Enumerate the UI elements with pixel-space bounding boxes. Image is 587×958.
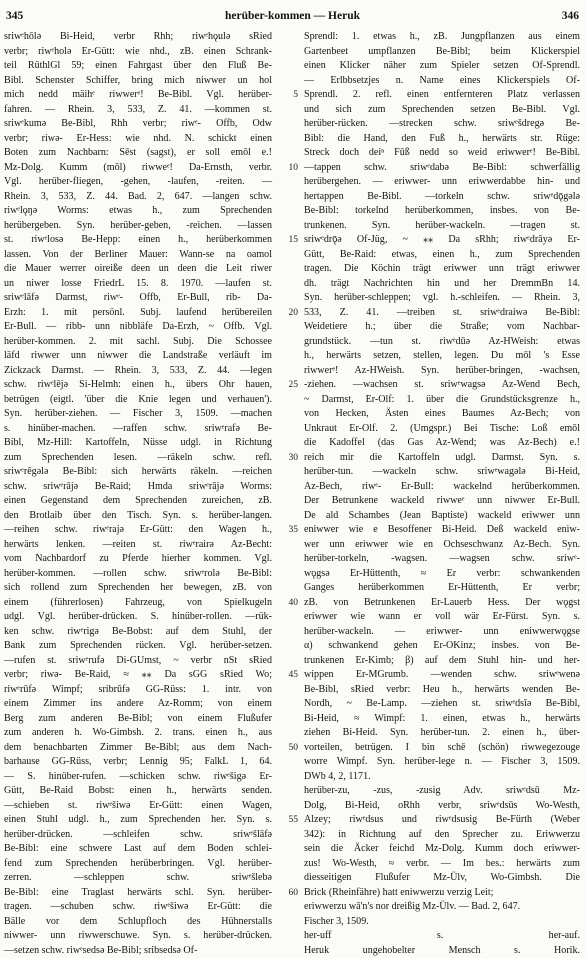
text-line: Bälle vor dem Schlupfloch des Hühnerstalls <box>4 915 272 930</box>
text-line: ~ Darmst, Er-Olf: 1. über die Grundstücksgrenze h., <box>304 393 580 408</box>
line-number: 55 <box>289 813 299 828</box>
text-line: Nordh, ~ Be-Lamp. —ziehen st. sriwᵉdsīə Be-Bibl, <box>304 697 580 712</box>
text-line: Bibl, Mz-Hill: Kartoffeln, Nüsse udgl. in Richtung <box>4 436 272 451</box>
text-line: sriwᵉkumə Be-Bibl, Rhh verbr; riwᵉ- Offb, Odw <box>4 117 272 132</box>
text-line: dem benachbarten Zimmer Be-Bibl; aus dem Nach- <box>4 741 272 756</box>
text-line: zerren. —schleppen schw. sriwᵉšlebə <box>4 871 272 886</box>
text-line: Weidetiere h.; über die Straße; vom Nachbar- <box>304 320 580 335</box>
text-line: Ganges herüberkommen Er-Hüttenth, Er verbr; <box>304 581 580 596</box>
text-line: h., herwärts setzen, stellen, legen. Du mōl 's Esse <box>304 349 580 364</box>
text-line: herüber-wackeln. — eriwwer- unn eniwwerwǫgse <box>304 625 580 640</box>
text-line: tragen. —schuben schw. riwᵉšiwə Er-Gütt: die <box>4 900 272 915</box>
text-line: herüber-kommen. 2. mit sachl. Subj. Die Schossee <box>4 335 272 350</box>
text-line: Gartenbeet umpflanzen Be-Bibl; beim Klickerspiel <box>304 45 580 60</box>
text-line: DWb 4, 2, 1171. <box>304 770 580 785</box>
text-line: herüber-zu, -zus, -zusig Adv. sriwᵉdsū Mz- <box>304 784 580 799</box>
text-line: Gütt, Be-Raid: etwas, einen h., zum Sprechenden <box>304 248 580 263</box>
text-line: riwwerᵉ! Az-HWeish. Syn. herüber-bringen, -wachsen, <box>304 364 580 379</box>
text-line: die Kadoffel (das Gas Az-Wend; was Az-Bech) e.! <box>304 436 580 451</box>
text-line: Erzh: 1. mit persönl. Subj. laufend herübereilen <box>4 306 272 321</box>
line-number: 10 <box>289 161 299 176</box>
text-line: sriwᵉhōlə Bi-Heid, verbr Rhh; riwᵉhǫulə sRied <box>4 30 272 45</box>
text-line: Er-Bull. — ribb- unn nibbläfe Da-Erzh, ~ Offb. Vgl. <box>4 320 272 335</box>
page-header <box>6 10 579 26</box>
text-line: Be-Bibl, sRied verbr: Heu h., herwärts wenden Be- <box>304 683 580 698</box>
text-line: herübergeben. Syn. herüber-geben, -reichen. —lassen <box>4 219 272 234</box>
text-line: betrügen (eigtl. 'über die Knie legen und verhauen'). <box>4 393 272 408</box>
text-line: herübergehen. — eriwwer- unn eriwwerdabbe hin- und <box>304 175 580 190</box>
text-line: sriwᵉlāfə Darmst, riwᵉ- Offb, Er-Bull, rib- Da- <box>4 291 272 306</box>
text-line: einen Gegenstand dem Sprechenden zureichen, zB. <box>4 494 272 509</box>
text-line: Unkraut Er-Olf. 2. (Umgspr.) Bei Tische: Loß emōl <box>304 422 580 437</box>
text-line: herüber-rücken. —strecken schw. sriwᵉšdregə Be- <box>304 117 580 132</box>
text-line: ken schw. riwᵉrigə Be-Bobst: auf dem Stuhl, der <box>4 625 272 640</box>
text-line: hertappen Be-Bibl. —torkeln schw. sriwᵉdǭgələ <box>304 190 580 205</box>
text-line: Rhein. 3, 533, Z. 44. Bad. 2, 647. —langen schw. <box>4 190 272 205</box>
line-number: 30 <box>289 451 299 466</box>
text-line: —reihen schw. riwᵉrajə Er-Gütt: den Wagen h., <box>4 523 272 538</box>
text-line: grundstück. —tun st. riwᵉdūə Az-HWeish: etwas <box>304 335 580 350</box>
text-line: von Hecken, Ästen eines Baumes Az-Bech; von <box>304 407 580 422</box>
text-line: wippen Er-MGrumb. —wenden schw. sriwᵉwenə <box>304 668 580 683</box>
text-line: -ziehen. —wachsen st. sriwᵉwagsə Az-Wend Bech, <box>304 378 580 393</box>
text-line: Brick (Rheinfähre) hatt eniwwerzu verzig Leit; <box>304 886 580 901</box>
text-line: — S. hinüber-rufen. —schicken schw. riwᵉšigə Er- <box>4 770 272 785</box>
text-line: einen Klicker näher zum Spieler setzen Of-Sprendl. <box>304 59 580 74</box>
text-line: Alzey; riwᵉdsus und riwᵉdsusig Be-Fürth (Weber <box>304 813 580 828</box>
text-line: Streck doch deiⁿ Fūß nedd so weid eriwwerᵉ! Be-Bibl. <box>304 146 580 161</box>
left-column <box>4 30 272 866</box>
text-line: 533, Z. 41. —treiben st. sriwᵉdraiwə Be-Bibl: <box>304 306 580 321</box>
text-line: Fischer 3, 1509. <box>304 915 580 930</box>
text-line: einem Zimmer ins andere Az-Romm; von einem <box>4 697 272 712</box>
text-line: herüber-drücken. —schleifen schw. sriwᵉšlāfə <box>4 828 272 843</box>
text-line: eriwwer wie wann er voll wär Er-Fürst. Syn. s. <box>304 610 580 625</box>
right-column <box>304 30 580 866</box>
text-line: reich mir die Kartoffeln udgl. Darmst. Syn. s. <box>304 451 580 466</box>
text-line: Az-Bech, riwᵉ- Er-Bull: wackelnd herüberkommen. <box>304 480 580 495</box>
text-line: sriwᵉrēgələ Be-Bibl: sich herwärts räkeln. —reichen <box>4 465 272 480</box>
text-line: sein die Äcker feichd Mz-Dolg. Kumm doch eriwwer- <box>304 842 580 857</box>
line-number: 25 <box>289 378 299 393</box>
text-line: sriwᵉdrǭə Of-Jüg, ~ ⁎⁎ Da sRhh; riwᵉdrāyə Er- <box>304 233 580 248</box>
text-line: Be-Bibl: eine Traglast herwärts schl. Syn. herüber- <box>4 886 272 901</box>
text-line: worre Wimpf. Syn. herüber-lege n. — Fischer 3, 1509. <box>304 755 580 770</box>
text-line: barhause GG-Rüss, verbr; Lennig 95; FalkL 1, 64. <box>4 755 272 770</box>
line-number-gutter <box>276 30 302 866</box>
text-line: diesseitigen Flußufer Mz-Ülv, Wo-Gimbsh. Die <box>304 871 580 886</box>
text-line: tragen. Die Köchin trägt eriwwer unn trägt eriwwer <box>304 262 580 277</box>
text-line: Be-Bibl: torkelnd herüberkommen, insbes. von Be- <box>304 204 580 219</box>
text-line: Zickzack Darmst. — Rhein. 3, 533, Z. 44. —legen <box>4 364 272 379</box>
text-line: 342): in Richtung auf den Sprecher zu. Eriwwerzu <box>304 828 580 843</box>
text-line: den Brotlaib über den Tisch. Syn. s. herüber-langen. <box>4 509 272 524</box>
line-number: 40 <box>289 596 299 611</box>
text-line: eriwwerzu wā'n's nor dreißig Mz-Ülv. — Bad. 2, 647. <box>304 900 580 915</box>
text-line: — Erlbbsetzjes n. Name eines Klickerspiels Of- <box>304 74 580 89</box>
page-number-right: 346 <box>562 10 579 22</box>
text-line: fahren. — Rhein. 3, 533, Z. 41. —kommen st. <box>4 103 272 118</box>
text-line: Dolg, Bi-Heid, oRhh verbr, sriwᵉdsūs Wo-Westh, <box>304 799 580 814</box>
text-line: De ald Schambes (Jean Baptiste) wackeld eriwwer unn <box>304 509 580 524</box>
text-line: —tappen schw. sriwᵉdabə Be-Bibl: schwerfällig <box>304 161 580 176</box>
line-number: 20 <box>289 306 299 321</box>
text-line: zus! Wo-Westh, ≈ verbr. — Im bes.: herwärts zum <box>304 857 580 872</box>
line-number: 5 <box>293 88 298 103</box>
text-line: her-uff s. her-auf. <box>304 929 580 944</box>
text-line: zum Sprechenden lesen. —räkeln schw. refl. <box>4 451 272 466</box>
text-line: verbr; riwə- Be-Raid, ≈ ⁎⁎ Da sGG sRied Wo; <box>4 668 272 683</box>
line-number: 35 <box>289 523 299 538</box>
line-number: 50 <box>289 741 299 756</box>
text-line: Syn. herüber-schleppen; vgl. h.-schleifen. — Rhein. 3, <box>304 291 580 306</box>
text-line: Bibl: die Hand, den Fuß h., herwärts str. Rüge: <box>304 132 580 147</box>
text-line: fend zum Sprechenden herüberbringen. Vgl. herüber- <box>4 857 272 872</box>
text-line: mich nedd mäihᵉ riwwerᵉ! Be-Bibl. Vgl. herüber- <box>4 88 272 103</box>
text-line: sich rollend zum Sprechenden her bewegen, zB. von <box>4 581 272 596</box>
text-line: niwwer- unn riwwerschuwe. Syn. s. herüber-drücken. <box>4 929 272 944</box>
text-line: Der Betrunkene wackeld riwweᵉ unn niwwer Er-Bull. <box>304 494 580 509</box>
text-line: schw. sriwᵉrājə Be-Raid; Hmda sriwᵉrājə Worms: <box>4 480 272 495</box>
text-line: α) schwankend gehen Er-OKinz; insbes. von Be- <box>304 639 580 654</box>
text-line: Vgl. herüber-fliegen, -gehen, -laufen, -reiten. — <box>4 175 272 190</box>
text-line: trunkenen. Syn. herüber-wackeln. —tragen st. <box>304 219 580 234</box>
text-line: einen Stuhl udgl. h., zum Sprechenden her. Syn. s. <box>4 813 272 828</box>
text-line: Sprendl: 1. etwas h., zB. Jungpflanzen aus einem <box>304 30 580 45</box>
text-line: herüber-torkeln, -wagsen. —wagsen schw. sriwᵉ- <box>304 552 580 567</box>
text-line: vorteilen, betrügen. I bin schē (schön) riwwegezouge <box>304 741 580 756</box>
text-line: riwᵉlǫŋə Worms: etwas h., zum Sprechenden <box>4 204 272 219</box>
text-line: Boten zum Nachbarn: Sēst (sagst), er soll emōl e.! <box>4 146 272 161</box>
text-line: —schieben st. riwᵉšiwə Er-Gütt: einen Wagen, <box>4 799 272 814</box>
text-line: —setzen schw. riwᵉsedsə Be-Bibl; sribsedsə Of- <box>4 944 272 958</box>
text-line: zum anderen h. Wo-Gimbsh. 2. trans. einen h., aus <box>4 726 272 741</box>
text-line: schw. riwᵉlējə Si-Helmh: einen h., übers Ohr hauen, <box>4 378 272 393</box>
line-number: 45 <box>289 668 299 683</box>
text-line: läfd riwwer unn niwwer die Landstraße verläuft im <box>4 349 272 364</box>
text-line: dh. trägt Nachrichten hin und her DremmBn 14. <box>304 277 580 292</box>
text-line: Gütt, Be-Raid Bobst: einen h., herwärts senden. <box>4 784 272 799</box>
text-line: verbr; riwə- Er-Hess: wie nhd. N. schickt einen <box>4 132 272 147</box>
text-line: herwärts lenken. —reiten st. riwᵉrairə Az-Becht: <box>4 538 272 553</box>
text-line: zB. von Betrunkenen Er-Lauerb Hess. Der wǫgst <box>304 596 580 611</box>
text-line: Bi-Heid, ≈ Wimpf: 1. einen, etwas h., herwärts <box>304 712 580 727</box>
text-line: Syn. herüber-ziehen. — Fischer 3, 1509. —machen <box>4 407 272 422</box>
text-line: un niwer losse FriedrL 15. 8. 1970. —laufen st. <box>4 277 272 292</box>
text-line: und sich zum Sprechenden setzen Be-Bibl. Vgl. <box>304 103 580 118</box>
text-line: herüber-kommen. —rollen schw. sriwᵉrolə Be-Bibl: <box>4 567 272 582</box>
line-number: 60 <box>289 886 299 901</box>
text-line: st. riwᵉlosə Be-Hepp: einen h., herüberkommen <box>4 233 272 248</box>
text-line: ziehen Bi-Heid. Syn. herüber-tun. 2. einen h., über- <box>304 726 580 741</box>
text-line: lassen. Von der Berliner Mauer: Wann-se na oamol <box>4 248 272 263</box>
text-line: udgl. Vgl. herüber-drücken. S. hinüber-rollen. —rük- <box>4 610 272 625</box>
text-line: trunkenen Er-Kimb; β) auf dem Stuhl hin- und her- <box>304 654 580 669</box>
text-line: wǫgsə Er-Hüttenth, ≈ Er verbr: schwankenden <box>304 567 580 582</box>
text-line: teil RüthlGl 59; einen Fahrgast über den Fluß Be- <box>4 59 272 74</box>
text-line: die Mauer werrer oireiße deen un deen die Leit riwer <box>4 262 272 277</box>
text-line: Sprendl. 2. refl. einen entfernteren Platz verlassen <box>304 88 580 103</box>
text-line: s. hinüber-machen. —raffen schw. sriwᵉrafə Be- <box>4 422 272 437</box>
line-number: 15 <box>289 233 299 248</box>
text-line: riwᵉrūfə Wimpf; sribrūfə GG-Rüss: 1. intr. von <box>4 683 272 698</box>
text-line: Be-Bibl: eine schwere Last auf dem Boden schlei- <box>4 842 272 857</box>
running-head: herüber-kommen — Heruk <box>6 10 579 22</box>
text-line: Berg zum anderen Be-Bibl; von einem Flußufer <box>4 712 272 727</box>
text-line: Mz-Dolg. Kumm (mōl) riwweᵉ! Da-Ernsth, verbr. <box>4 161 272 176</box>
page-number-left: 345 <box>6 10 23 22</box>
text-line: herüber-tun. —wackeln schw. sriwᵉwagələ Bi-Heid, <box>304 465 580 480</box>
text-line: Bank zum Sprechenden rücken. Vgl. herüber-setzen. <box>4 639 272 654</box>
text-line: wer unn eriwwer wie en Ochseschwanz Az-Bech. Syn. <box>304 538 580 553</box>
text-line: Bibl. Schenster Schiffer, bring mich niwwer un hol <box>4 74 272 89</box>
text-line: einem (führerlosen) Fahrzeug, von Spielkugeln <box>4 596 272 611</box>
text-line: Heruk ungehobelter Mensch s. Horik. <box>304 944 580 958</box>
text-line: vom Nachbardorf zu Pferde hierher kommen. Vgl. <box>4 552 272 567</box>
text-line: verbr; riwᵉholə Er-Gütt: wie nhd., zB. einen Schrank- <box>4 45 272 60</box>
text-line: eniwwer wie e Besoffener Bi-Heid. Deß wackeld eniw- <box>304 523 580 538</box>
text-line: —rufen st. sriwᵉrufə Di-GUmst, ~ verbr nSt sRied <box>4 654 272 669</box>
